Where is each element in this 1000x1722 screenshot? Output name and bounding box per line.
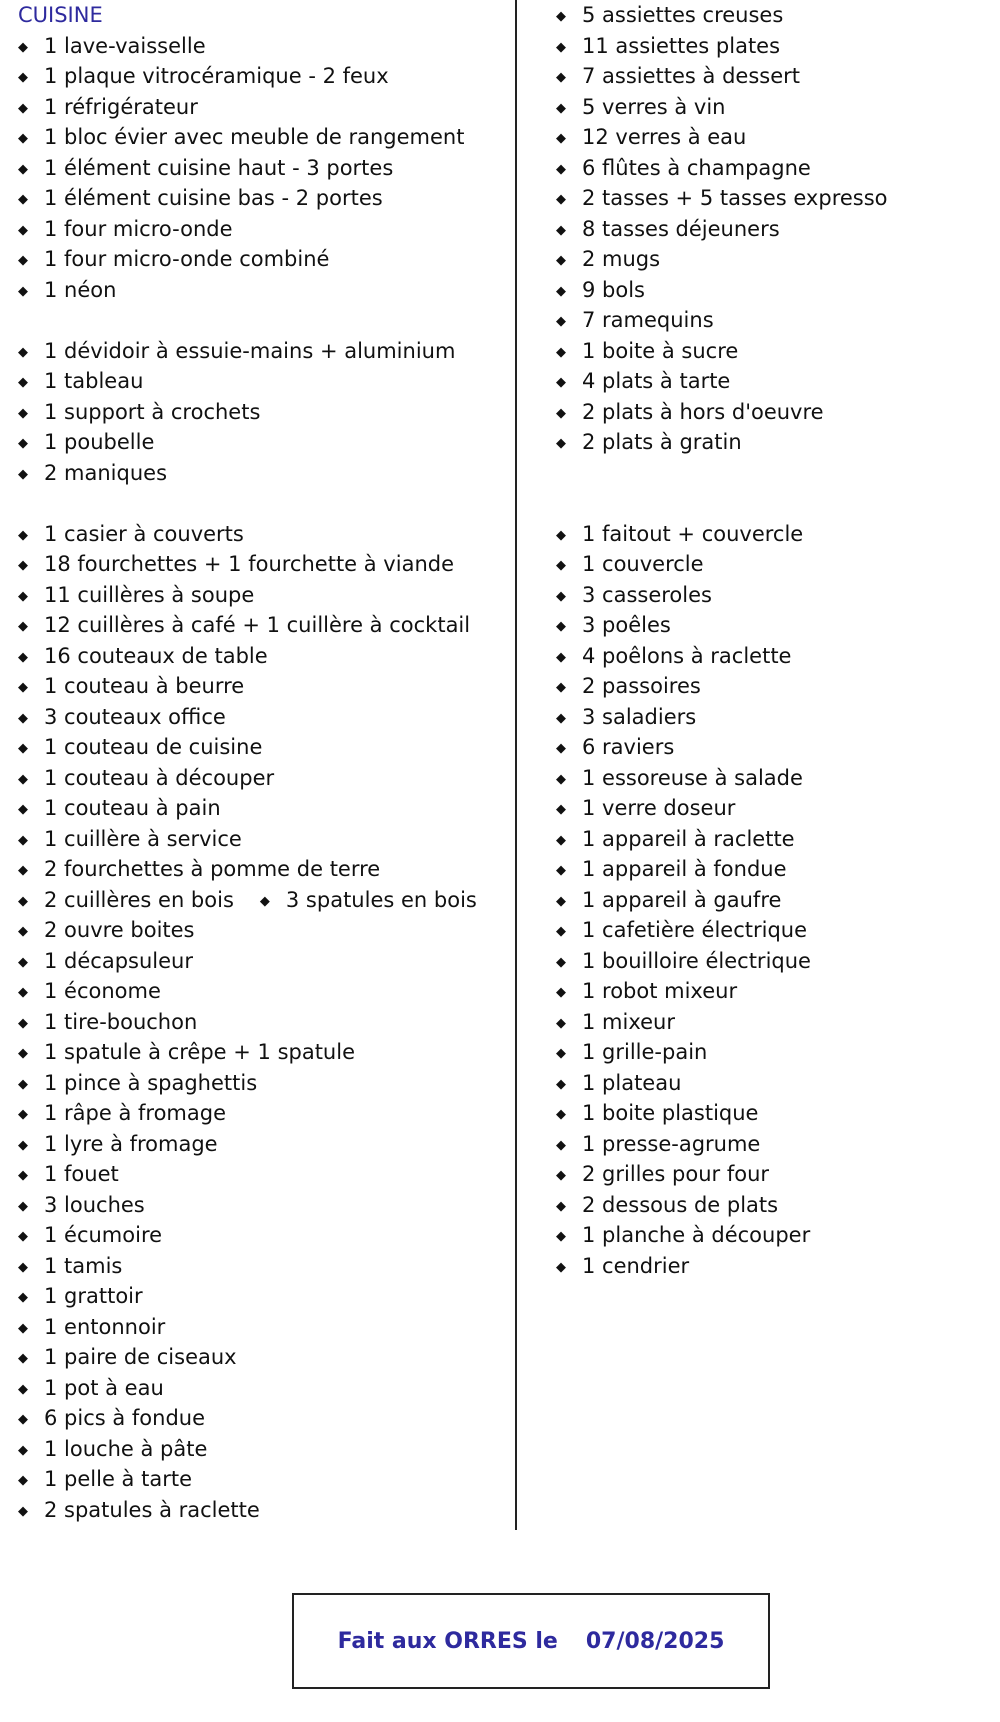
list-item — [556, 946, 986, 977]
bullet-icon: ◆ — [18, 1198, 28, 1214]
list-item — [556, 92, 986, 123]
bullet-icon: ◆ — [18, 1168, 28, 1183]
list-item-text: 3 poêles — [582, 613, 671, 637]
list-item-text: 12 verres à eau — [582, 125, 747, 149]
list-item — [556, 915, 986, 946]
bullet-icon: ◆ — [556, 70, 566, 85]
list-item — [18, 1403, 508, 1434]
list-item — [18, 1037, 508, 1068]
list-item-text: 11 cuillères à soupe — [44, 582, 255, 607]
list-item-text: 2 grilles pour four — [582, 1162, 770, 1186]
list-item-text: 2 plats à hors d'oeuvre — [582, 399, 824, 424]
list-item-text: 1 plateau — [582, 1070, 682, 1095]
list-item-text: 1 four micro-onde — [44, 216, 233, 241]
list-item — [18, 427, 508, 458]
list-item-text: 1 pince à spaghettis — [44, 1070, 258, 1095]
list-item — [18, 214, 508, 245]
list-item-text: 1 louche à pâte — [44, 1436, 208, 1461]
bullet-icon: ◆ — [18, 222, 28, 238]
bullet-icon: ◆ — [556, 192, 566, 207]
list-item-text: 1 dévidoir à essuie-mains + aluminium — [44, 338, 456, 363]
list-item-text: 8 tasses déjeuners — [582, 216, 780, 241]
list-item — [18, 1007, 508, 1038]
bullet-icon: ◆ — [556, 9, 566, 24]
bullet-icon: ◆ — [18, 1412, 28, 1427]
list-item-text: 1 support à crochets — [44, 399, 261, 424]
bullet-icon: ◆ — [556, 619, 566, 634]
list-item-text: 3 couteaux office — [44, 704, 226, 729]
bullet-icon: ◆ — [18, 1015, 28, 1031]
list-item — [556, 427, 986, 458]
bullet-icon: ◆ — [556, 1107, 566, 1122]
signature-box — [292, 1593, 770, 1689]
list-item-text: 5 assiettes creuses — [582, 3, 784, 27]
bullet-icon: ◆ — [18, 1076, 28, 1092]
list-item-text: 6 flûtes à champagne — [582, 155, 811, 180]
list-item-text: 1 pelle à tarte — [44, 1467, 192, 1491]
list-item — [556, 214, 986, 245]
list-item — [18, 1464, 508, 1495]
bullet-icon: ◆ — [556, 924, 566, 939]
list-item-text: 1 pot à eau — [44, 1375, 164, 1400]
list-item — [18, 641, 508, 672]
list-item-text: 6 raviers — [582, 735, 675, 759]
list-item-text: 1 élément cuisine haut - 3 portes — [44, 155, 394, 180]
list-item — [18, 366, 508, 397]
spacer — [556, 488, 986, 519]
list-item-text: 1 plaque vitrocéramique - 2 feux — [44, 64, 389, 88]
bullet-icon: ◆ — [18, 1137, 28, 1153]
list-item — [18, 275, 508, 306]
bullet-icon: ◆ — [556, 863, 566, 878]
section-title: CUISINE — [18, 3, 103, 27]
list-item — [18, 610, 508, 641]
spacer — [556, 458, 986, 489]
list-item — [556, 549, 986, 580]
list-item — [18, 732, 508, 763]
list-item — [556, 793, 986, 824]
list-item — [556, 1129, 986, 1160]
list-item — [556, 854, 986, 885]
bullet-icon: ◆ — [18, 1351, 28, 1366]
list-item-text: 1 grille-pain — [582, 1040, 708, 1064]
bullet-icon: ◆ — [18, 1381, 28, 1397]
bullet-icon: ◆ — [18, 1320, 28, 1336]
list-item-text: 1 entonnoir — [44, 1314, 166, 1339]
bullet-icon: ◆ — [556, 1229, 566, 1244]
inventory-list-accessories — [18, 336, 508, 489]
bullet-icon: ◆ — [18, 192, 28, 207]
bullet-icon: ◆ — [18, 893, 28, 909]
bullet-icon: ◆ — [556, 710, 566, 726]
list-item-text: 2 fourchettes à pomme de terre — [44, 857, 381, 881]
list-item-text: 1 presse-agrume — [582, 1131, 761, 1156]
list-item — [18, 244, 508, 275]
inventory-list-cookware — [556, 519, 986, 1282]
bullet-icon: ◆ — [556, 222, 566, 238]
spacer — [18, 305, 508, 336]
list-item — [18, 549, 508, 580]
list-item — [18, 183, 508, 214]
list-item — [556, 31, 986, 62]
list-item-text: 1 couvercle — [582, 552, 704, 576]
list-item — [556, 1007, 986, 1038]
bullet-icon: ◆ — [556, 1137, 566, 1153]
bullet-icon: ◆ — [18, 1229, 28, 1244]
list-item-text: 1 néon — [44, 277, 117, 302]
bullet-icon: ◆ — [556, 527, 566, 543]
list-item-text: 1 poubelle — [44, 430, 155, 454]
list-item — [18, 1495, 508, 1526]
list-item-text: 2 mugs — [582, 247, 661, 271]
bullet-icon: ◆ — [18, 375, 28, 390]
list-item-text: 1 spatule à crêpe + 1 spatule — [44, 1040, 356, 1064]
list-item-text: 2 tasses + 5 tasses expresso — [582, 186, 888, 210]
list-item-text: 3 casseroles — [582, 582, 712, 607]
bullet-icon: ◆ — [18, 710, 28, 726]
list-item — [556, 1220, 986, 1251]
list-item — [18, 1129, 508, 1160]
bullet-icon: ◆ — [259, 893, 270, 909]
list-item — [18, 1220, 508, 1251]
list-item — [556, 519, 986, 550]
list-item-text: 1 appareil à fondue — [582, 857, 787, 881]
list-item-text: 2 maniques — [44, 460, 168, 485]
list-item — [18, 702, 508, 733]
list-item-text: 1 lave-vaisselle — [44, 33, 206, 58]
bullet-icon: ◆ — [18, 832, 28, 848]
list-item-text: 7 ramequins — [582, 308, 714, 332]
list-item-text: 1 économe — [44, 979, 161, 1003]
list-item-text: 2 dessous de plats — [582, 1192, 779, 1217]
list-item — [556, 1251, 986, 1282]
list-item — [556, 336, 986, 367]
bullet-icon: ◆ — [556, 954, 566, 970]
list-item-text: 5 verres à vin — [582, 94, 726, 119]
bullet-icon: ◆ — [556, 985, 566, 1000]
bullet-icon: ◆ — [18, 649, 28, 665]
bullet-icon: ◆ — [556, 436, 566, 451]
list-item — [18, 1098, 508, 1129]
bullet-icon: ◆ — [18, 405, 28, 421]
list-item — [556, 671, 986, 702]
list-item — [18, 1251, 508, 1282]
list-item — [18, 946, 508, 977]
list-item-text: 1 décapsuleur — [44, 948, 193, 973]
list-item-text: 1 verre doseur — [582, 796, 736, 820]
list-item — [18, 915, 508, 946]
bullet-icon: ◆ — [556, 1198, 566, 1214]
list-item-text: 2 plats à gratin — [582, 430, 742, 454]
bullet-icon: ◆ — [556, 405, 566, 421]
list-item — [556, 885, 986, 916]
list-item — [18, 336, 508, 367]
list-item-text: 1 cendrier — [582, 1253, 690, 1278]
list-item-text: 1 tableau — [44, 369, 144, 393]
list-item — [556, 153, 986, 184]
bullet-icon: ◆ — [18, 344, 28, 360]
bullet-icon: ◆ — [18, 436, 28, 451]
list-item-text: 1 casier à couverts — [44, 521, 244, 546]
list-item-text: 1 cuillère à service — [44, 826, 242, 851]
list-item — [556, 641, 986, 672]
list-item — [18, 519, 508, 550]
list-item-text: 4 poêlons à raclette — [582, 643, 792, 668]
list-item — [18, 1434, 508, 1465]
list-item-text: 4 plats à tarte — [582, 369, 731, 393]
list-item — [556, 0, 986, 31]
list-item — [556, 824, 986, 855]
bullet-icon: ◆ — [556, 131, 566, 146]
bullet-icon: ◆ — [18, 985, 28, 1000]
list-item — [18, 763, 508, 794]
list-item-text: 2 spatules à raclette — [44, 1497, 260, 1522]
list-item-text: 1 robot mixeur — [582, 979, 738, 1003]
list-item — [556, 61, 986, 92]
bullet-icon: ◆ — [556, 741, 566, 756]
bullet-icon: ◆ — [556, 649, 566, 665]
bullet-icon: ◆ — [18, 741, 28, 756]
bullet-icon: ◆ — [556, 680, 566, 695]
list-item-text: 2 ouvre boites — [44, 918, 195, 942]
list-item-text: 12 cuillères à café + 1 cuillère à cocktail — [44, 613, 471, 637]
list-item — [556, 244, 986, 275]
bullet-icon: ◆ — [556, 558, 566, 573]
bullet-icon: ◆ — [18, 1107, 28, 1122]
bullet-icon: ◆ — [18, 680, 28, 695]
list-item-text: 16 couteaux de table — [44, 643, 268, 668]
list-item — [18, 397, 508, 428]
list-item — [556, 397, 986, 428]
bullet-icon: ◆ — [18, 588, 28, 604]
list-item-text: 1 grattoir — [44, 1284, 143, 1308]
bullet-icon: ◆ — [18, 131, 28, 146]
list-item — [556, 763, 986, 794]
footer-date: 07/08/2025 — [585, 1628, 725, 1654]
bullet-icon: ◆ — [18, 1473, 28, 1488]
footer-label: Fait aux ORRES le — [337, 1628, 558, 1654]
list-item — [18, 824, 508, 855]
list-item — [556, 702, 986, 733]
list-item — [18, 1342, 508, 1373]
list-item — [18, 1190, 508, 1221]
bullet-icon: ◆ — [556, 1076, 566, 1092]
list-item — [18, 1312, 508, 1343]
list-item-text: 1 cafetière électrique — [582, 918, 808, 942]
list-item-text: 1 couteau à découper — [44, 765, 275, 790]
bullet-icon: ◆ — [556, 100, 566, 116]
list-item — [556, 1037, 986, 1068]
bullet-icon: ◆ — [556, 1168, 566, 1183]
list-item-text: 6 pics à fondue — [44, 1406, 206, 1430]
bullet-icon: ◆ — [18, 100, 28, 116]
list-item-text: 1 râpe à fromage — [44, 1101, 226, 1125]
list-item-text: 7 assiettes à dessert — [582, 64, 801, 88]
bullet-icon: ◆ — [556, 832, 566, 848]
bullet-icon: ◆ — [556, 1046, 566, 1061]
inventory-list-tableware — [556, 0, 986, 458]
list-item-text: 18 fourchettes + 1 fourchette à viande — [44, 552, 455, 576]
list-item-text: 1 four micro-onde combiné — [44, 247, 330, 271]
bullet-icon: ◆ — [556, 344, 566, 360]
list-item-text: 1 boite à sucre — [582, 338, 739, 363]
list-item — [18, 793, 508, 824]
inventory-list-utensils — [18, 915, 508, 1525]
bullet-icon: ◆ — [18, 466, 28, 482]
list-item-text: 3 louches — [44, 1192, 145, 1217]
list-item-text: 1 mixeur — [582, 1009, 675, 1034]
bullet-icon: ◆ — [556, 253, 566, 268]
bullet-icon: ◆ — [556, 375, 566, 390]
list-item — [18, 976, 508, 1007]
list-item — [556, 976, 986, 1007]
list-item-text: 1 tire-bouchon — [44, 1009, 198, 1034]
list-item — [18, 854, 508, 885]
column-divider — [515, 0, 517, 1530]
list-item — [18, 31, 508, 62]
list-item — [18, 1281, 508, 1312]
list-item — [556, 580, 986, 611]
right-column — [556, 0, 986, 1281]
bullet-icon: ◆ — [18, 802, 28, 817]
list-item-text: 1 essoreuse à salade — [582, 765, 803, 790]
list-item-text: 1 lyre à fromage — [44, 1131, 218, 1156]
bullet-icon: ◆ — [556, 161, 566, 177]
spacer — [18, 488, 508, 519]
list-item-text: 1 boite plastique — [582, 1101, 759, 1125]
bullet-icon: ◆ — [18, 253, 28, 268]
bullet-icon: ◆ — [18, 527, 28, 543]
list-item-text: 3 spatules en bois — [285, 887, 477, 912]
list-item-text: 3 saladiers — [582, 704, 697, 729]
list-item — [556, 732, 986, 763]
bullet-icon: ◆ — [556, 771, 566, 787]
list-item-text: 1 réfrigérateur — [44, 94, 198, 119]
bullet-icon: ◆ — [18, 558, 28, 573]
list-item-text: 1 appareil à gaufre — [582, 887, 782, 912]
bullet-icon: ◆ — [18, 70, 28, 85]
bullet-icon: ◆ — [556, 1015, 566, 1031]
list-item-text: 1 bouilloire électrique — [582, 948, 811, 973]
list-item-split — [18, 885, 508, 916]
list-item-text: 1 couteau à pain — [44, 796, 221, 820]
bullet-icon: ◆ — [18, 954, 28, 970]
list-item — [18, 153, 508, 184]
bullet-icon: ◆ — [18, 1290, 28, 1305]
list-item-text: 9 bols — [582, 277, 645, 302]
bullet-icon: ◆ — [18, 39, 28, 55]
bullet-icon: ◆ — [18, 1442, 28, 1458]
bullet-icon: ◆ — [18, 283, 28, 299]
list-item-text: 2 passoires — [582, 674, 701, 698]
list-item-text: 1 couteau à beurre — [44, 674, 245, 698]
list-item — [556, 610, 986, 641]
bullet-icon: ◆ — [556, 283, 566, 299]
bullet-icon: ◆ — [18, 924, 28, 939]
list-item — [18, 61, 508, 92]
bullet-icon: ◆ — [556, 39, 566, 55]
bullet-icon: ◆ — [556, 802, 566, 817]
list-item-text: 1 planche à découper — [582, 1223, 811, 1247]
left-column — [18, 0, 508, 1525]
list-item — [18, 671, 508, 702]
list-item — [18, 1068, 508, 1099]
list-item — [556, 122, 986, 153]
list-item — [556, 1068, 986, 1099]
list-item-text: 1 élément cuisine bas - 2 portes — [44, 186, 383, 210]
list-item-text: 1 paire de ciseaux — [44, 1345, 237, 1369]
list-item-text: 1 bloc évier avec meuble de rangement — [44, 125, 465, 149]
inventory-list-appliances — [18, 31, 508, 306]
list-item — [18, 122, 508, 153]
list-item-text: 1 fouet — [44, 1162, 119, 1186]
bullet-icon: ◆ — [18, 771, 28, 787]
bullet-icon: ◆ — [18, 1259, 28, 1275]
bullet-icon: ◆ — [556, 1259, 566, 1275]
bullet-icon: ◆ — [18, 619, 28, 634]
list-item — [556, 366, 986, 397]
list-item — [556, 275, 986, 306]
list-item — [18, 1373, 508, 1404]
bullet-icon: ◆ — [18, 863, 28, 878]
list-item — [556, 305, 986, 336]
list-item — [556, 1190, 986, 1221]
inventory-list-cutlery — [18, 519, 508, 885]
bullet-icon: ◆ — [18, 161, 28, 177]
list-item-text: 1 tamis — [44, 1253, 123, 1278]
list-item — [18, 1159, 508, 1190]
bullet-icon: ◆ — [556, 893, 566, 909]
list-item — [18, 92, 508, 123]
list-item — [556, 1098, 986, 1129]
list-item-text: 1 faitout + couvercle — [582, 521, 804, 546]
list-item — [556, 1159, 986, 1190]
list-item-text: 2 cuillères en bois — [44, 887, 234, 912]
list-item — [18, 458, 508, 489]
list-item — [18, 580, 508, 611]
list-item-text: 1 appareil à raclette — [582, 826, 795, 851]
bullet-icon: ◆ — [556, 588, 566, 604]
bullet-icon: ◆ — [18, 1046, 28, 1061]
list-item-text: 11 assiettes plates — [582, 33, 781, 58]
bullet-icon: ◆ — [556, 314, 566, 329]
list-item — [556, 183, 986, 214]
bullet-icon: ◆ — [18, 1503, 28, 1519]
list-item-text: 1 couteau de cuisine — [44, 735, 263, 759]
list-item-text: 1 écumoire — [44, 1223, 163, 1247]
